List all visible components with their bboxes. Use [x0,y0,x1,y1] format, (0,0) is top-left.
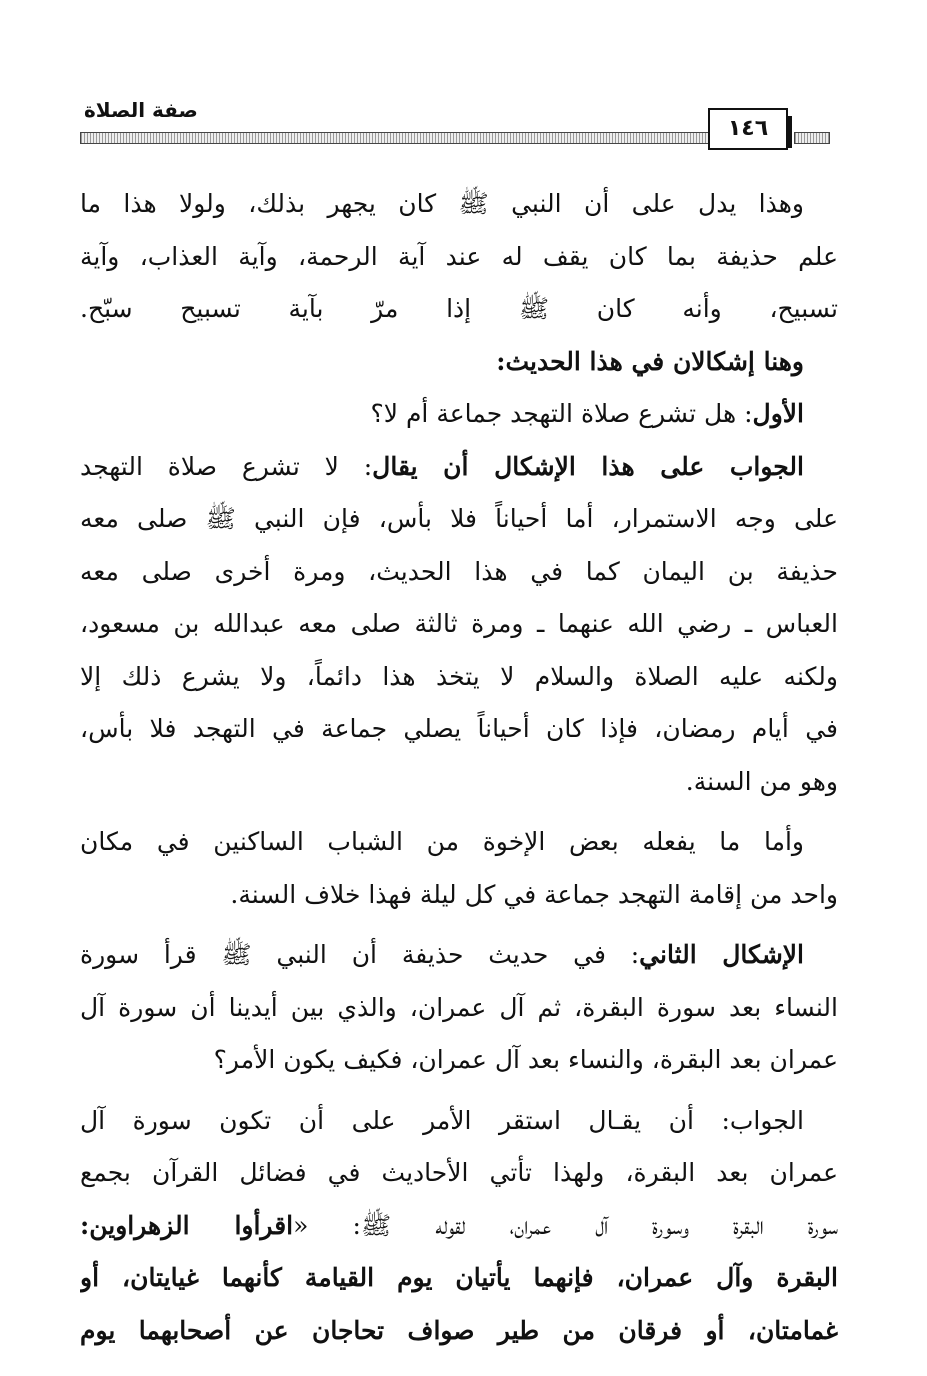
body-text [80,178,838,1357]
text-run: : في حديث حذيفة أن النبي ﷺ قرأ سورة [80,940,640,969]
text-run: الجواب: أن يقـال استقر الأمر على أن تكون سورة آل [80,1105,804,1135]
text-line [80,703,838,756]
text-run: عمران بعد البقرة، والنساء بعد آل عمران، فكيف يكون الأمر؟ [213,1045,838,1074]
bold-text: الأول [752,399,804,428]
header-rule [80,132,712,144]
text-run: سورة البقرة وسورة آل عمران، لقوله ﷺ: « [293,1210,838,1240]
bold-text: البقرة وآل عمران، فإنهما يأتيان يوم القيامة كأنهما غيايتان، أو [80,1263,838,1292]
text-line [80,1034,838,1087]
text-line [80,816,838,869]
bold-text: اقرأوا الزهراوين: [80,1210,294,1240]
text-run: ولكنه عليه الصلاة والسلام لا يتخذ هذا دائماً، ولا يشرع ذلك إلا [80,661,838,691]
text-line [80,546,838,599]
text-run: وهو من السنة. [685,766,838,796]
text-run: عمران بعد البقرة، ولهذا تأتي الأحاديث في فضائل القرآن بجمع [80,1158,838,1187]
bold-text: الجواب على هذا الإشكال أن يقال [372,451,804,481]
text-run: واحد من إقامة التهجد جماعة في كل ليلة فهذا خلاف السنة. [230,879,838,909]
text-line [80,982,838,1035]
text-line [80,1147,838,1200]
bold-text: غمامتان، أو فرقان من طير صواف تحاجان عن أصحابهما يوم [80,1315,838,1345]
bold-text: الإشكال الثاني [639,940,804,969]
text-run: على وجه الاستمرار، أما أحياناً فلا بأس، فإن النبي ﷺ صلى معه [80,504,838,533]
text-line [80,929,838,982]
bold-text: وهنا إشكالان في هذا الحديث: [496,346,804,376]
text-run: علم حذيفة بما كان يقف له عند آية الرحمة، وآية العذاب، وآية [80,241,838,271]
text-run: العباس ـ رضي الله عنهما ـ ومرة ثالثة صلى معه عبدالله بن مسعود، [80,609,838,638]
page-number: ١٤٦ [708,108,788,150]
text-line [80,1252,838,1305]
text-line [80,388,838,441]
text-line [80,178,838,231]
text-line [80,869,838,922]
text-run: : لا تشرع صلاة التهجد [80,451,373,481]
paragraph-gap [80,1087,838,1095]
text-run: حذيفة بن اليمان كما في هذا الحديث، ومرة أخرى صلى معه [80,556,838,586]
text-run: وأما ما يفعله بعض الإخوة من الشباب الساكنين في مكان [80,827,804,856]
page-header [78,92,828,152]
text-line [80,231,838,284]
running-title: صفة الصلاة [84,98,198,122]
text-line [80,441,838,494]
text-line [80,598,838,651]
paragraph-gap [80,808,838,816]
text-run: : هل تشرع صلاة التهجد جماعة أم لا؟ [370,399,753,428]
text-line [80,493,838,546]
text-line [80,1095,838,1148]
paragraph-gap [80,921,838,929]
text-line [80,1305,838,1358]
text-line [80,756,838,809]
text-line [80,336,838,389]
header-rule-end [794,132,830,144]
text-run: وهذا يدل على أن النبي ﷺ كان يجهر بذلك، ولولا هذا ما [80,189,804,218]
text-run: النساء بعد سورة البقرة، ثم آل عمران، والذي بين أيدينا أن سورة آل [80,992,838,1022]
text-line [80,283,838,336]
text-run: في أيام رمضان، فإذا كان أحياناً يصلي جماعة في التهجد فلا بأس، [80,714,838,743]
text-run: تسبيح، وأنه كان ﷺ إذا مرّ بآية تسبيح سبّح. [80,294,838,323]
text-line [80,1200,838,1253]
text-line [80,651,838,704]
